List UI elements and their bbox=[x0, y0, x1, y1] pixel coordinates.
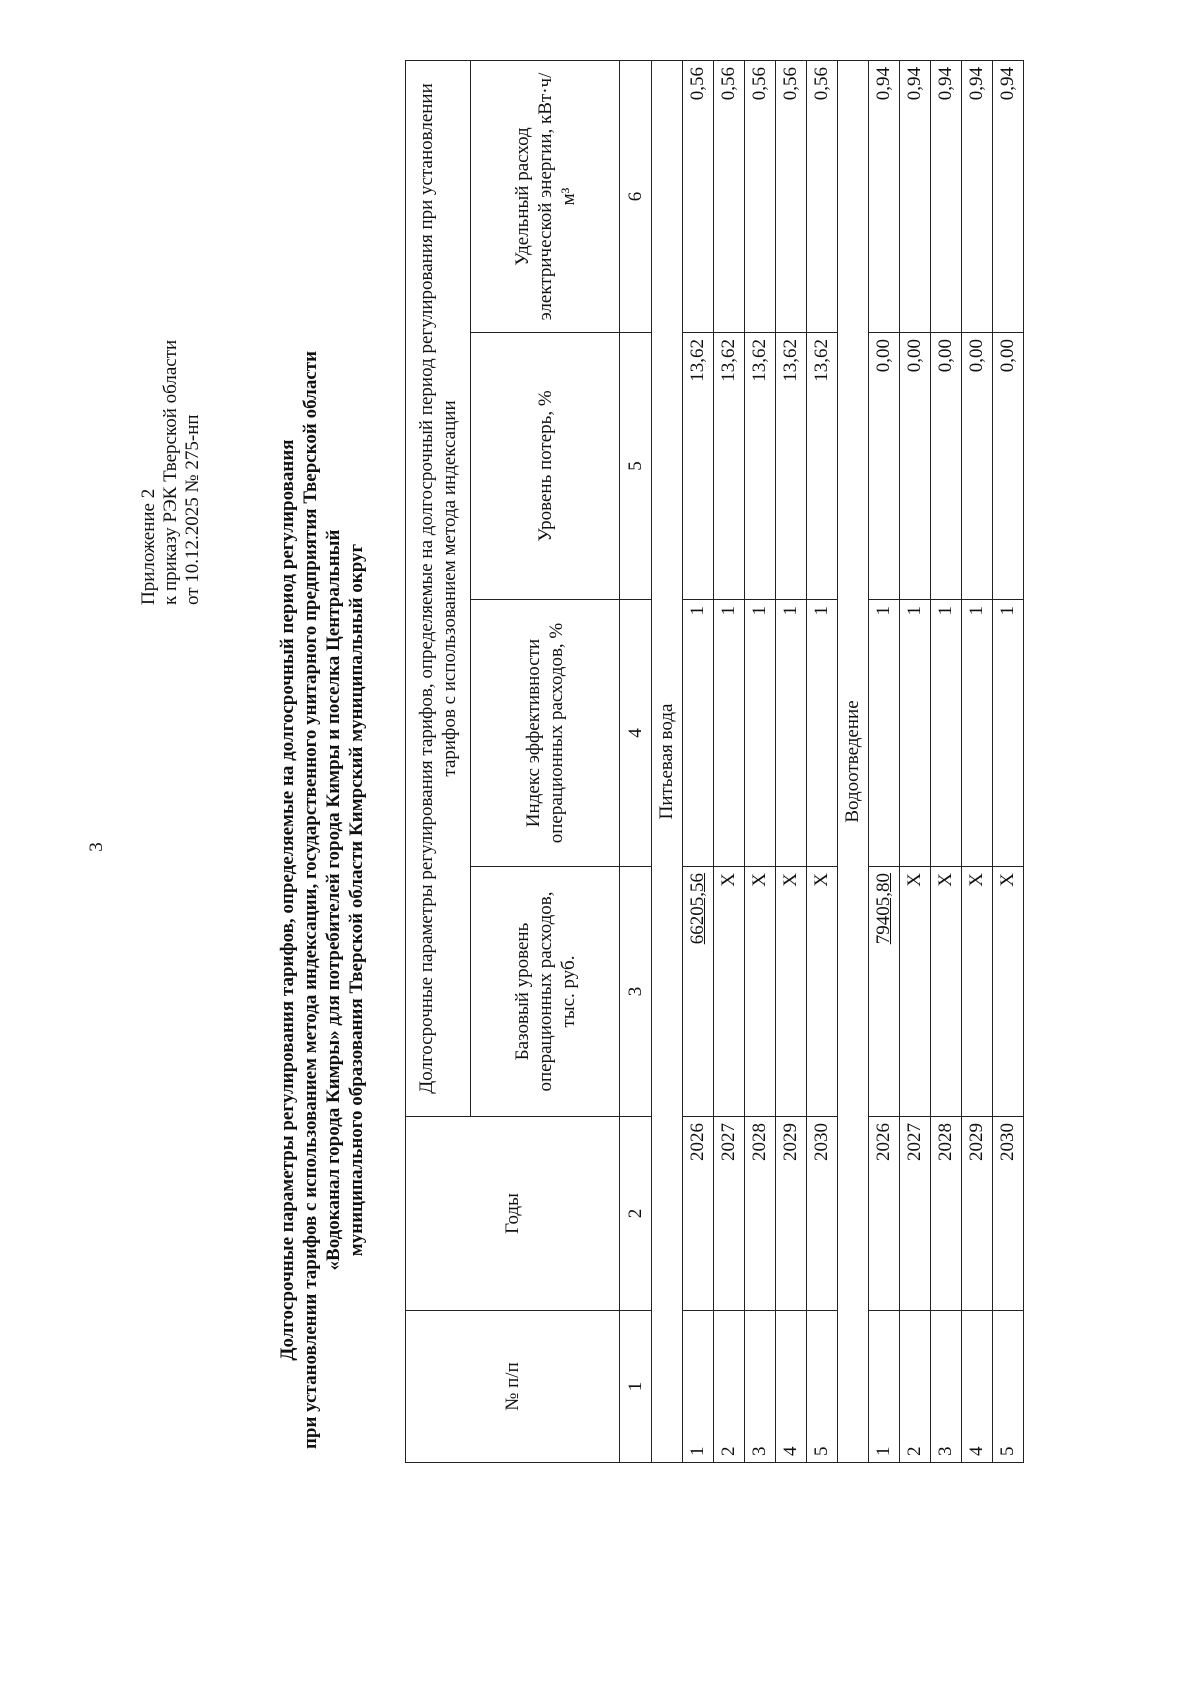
row-index: 1 bbox=[683, 600, 714, 867]
column-number: 5 bbox=[620, 333, 652, 600]
row-index: 1 bbox=[807, 600, 838, 867]
title-line-2: при установлении тарифов с использованием метода индексации, государственного унитарного предприятия Тверской области bbox=[300, 350, 321, 1450]
row-energy: 0,94 bbox=[993, 60, 1024, 332]
row-base: Х bbox=[776, 867, 807, 1117]
section-row-wastewater bbox=[838, 60, 869, 1462]
header-losses: Уровень потерь, % bbox=[471, 333, 620, 600]
row-year: 2030 bbox=[807, 1117, 838, 1311]
row-number: 1 bbox=[869, 1311, 900, 1463]
row-number: 4 bbox=[776, 1311, 807, 1463]
row-index: 1 bbox=[993, 600, 1024, 867]
row-base: Х bbox=[993, 867, 1024, 1117]
row-energy: 0,56 bbox=[683, 60, 714, 332]
document-title bbox=[276, 255, 368, 1545]
appendix-line-2: к приказу РЭК Тверской области bbox=[160, 339, 181, 605]
header-num: № п/п bbox=[406, 1311, 620, 1463]
table-row bbox=[683, 60, 714, 1462]
row-energy: 0,56 bbox=[714, 60, 745, 332]
appendix-line-3: от 10.12.2025 № 275-нп bbox=[182, 414, 203, 605]
table-row bbox=[900, 60, 931, 1462]
row-index: 1 bbox=[869, 600, 900, 867]
table-row bbox=[962, 60, 993, 1462]
row-year: 2029 bbox=[962, 1117, 993, 1311]
row-base: Х bbox=[962, 867, 993, 1117]
row-energy: 0,94 bbox=[869, 60, 900, 332]
row-number: 2 bbox=[900, 1311, 931, 1463]
section-title: Водоотведение bbox=[838, 60, 869, 1462]
row-number: 5 bbox=[807, 1311, 838, 1463]
column-number: 1 bbox=[620, 1311, 652, 1463]
table-row bbox=[869, 60, 900, 1462]
row-year: 2026 bbox=[683, 1117, 714, 1311]
appendix-reference bbox=[138, 185, 204, 605]
row-energy: 0,56 bbox=[776, 60, 807, 332]
row-year: 2030 bbox=[993, 1117, 1024, 1311]
row-losses: 13,62 bbox=[745, 333, 776, 600]
row-losses: 0,00 bbox=[869, 333, 900, 600]
column-number: 3 bbox=[620, 867, 652, 1117]
row-index: 1 bbox=[745, 600, 776, 867]
row-index: 1 bbox=[714, 600, 745, 867]
column-number-row bbox=[620, 60, 652, 1462]
row-losses: 0,00 bbox=[900, 333, 931, 600]
table-row bbox=[745, 60, 776, 1462]
row-losses: 13,62 bbox=[807, 333, 838, 600]
section-row-drinking-water bbox=[652, 60, 683, 1462]
header-index: Индекс эффективности операционных расходов, % bbox=[471, 600, 620, 867]
row-year: 2028 bbox=[745, 1117, 776, 1311]
row-base: Х bbox=[807, 867, 838, 1117]
header-base: Базовый уровень операционных расходов, тыс. руб. bbox=[471, 867, 620, 1117]
row-index: 1 bbox=[900, 600, 931, 867]
row-number: 5 bbox=[993, 1311, 1024, 1463]
column-number: 6 bbox=[620, 60, 652, 332]
table-row bbox=[993, 60, 1024, 1462]
row-losses: 13,62 bbox=[776, 333, 807, 600]
row-number: 3 bbox=[931, 1311, 962, 1463]
row-year: 2029 bbox=[776, 1117, 807, 1311]
header-energy: Удельный расход электрической энергии, кВт·ч/м³ bbox=[471, 60, 620, 332]
section-title: Питьевая вода bbox=[652, 60, 683, 1462]
appendix-line-1: Приложение 2 bbox=[138, 488, 159, 605]
title-line-3: «Водоканал города Кимры» для потребителей города Кимры и поселка Центральный bbox=[323, 529, 344, 1271]
row-year: 2028 bbox=[931, 1117, 962, 1311]
header-group: Долгосрочные параметры регулирования тарифов, определяемые на долгосрочный период регулирования при установлении тарифов с использованием метода индексации bbox=[406, 60, 471, 1116]
row-base: Х bbox=[931, 867, 962, 1117]
row-year: 2026 bbox=[869, 1117, 900, 1311]
row-losses: 13,62 bbox=[714, 333, 745, 600]
row-number: 1 bbox=[683, 1311, 714, 1463]
row-base: Х bbox=[745, 867, 776, 1117]
row-index: 1 bbox=[962, 600, 993, 867]
title-line-4: муниципального образования Тверской области Кимрский муниципальный округ bbox=[346, 543, 367, 1257]
table-row bbox=[931, 60, 962, 1462]
page-number: 3 bbox=[86, 842, 107, 852]
row-number: 4 bbox=[962, 1311, 993, 1463]
title-line-1: Долгосрочные параметры регулирования тарифов, определяемые на долгосрочный период регулирования bbox=[277, 439, 298, 1361]
row-year: 2027 bbox=[714, 1117, 745, 1311]
row-index: 1 bbox=[931, 600, 962, 867]
table-row bbox=[714, 60, 745, 1462]
row-energy: 0,56 bbox=[745, 60, 776, 332]
row-number: 3 bbox=[745, 1311, 776, 1463]
table-row bbox=[807, 60, 838, 1462]
row-base: Х bbox=[900, 867, 931, 1117]
row-losses: 0,00 bbox=[993, 333, 1024, 600]
parameters-table bbox=[405, 60, 1024, 1463]
row-energy: 0,94 bbox=[962, 60, 993, 332]
row-number: 2 bbox=[714, 1311, 745, 1463]
row-energy: 0,94 bbox=[931, 60, 962, 332]
row-base: 79405,80 bbox=[869, 867, 900, 1117]
table-row bbox=[776, 60, 807, 1462]
row-base: 66205,56 bbox=[683, 867, 714, 1117]
row-index: 1 bbox=[776, 600, 807, 867]
header-row-1 bbox=[406, 60, 471, 1462]
row-year: 2027 bbox=[900, 1117, 931, 1311]
row-energy: 0,56 bbox=[807, 60, 838, 332]
row-losses: 13,62 bbox=[683, 333, 714, 600]
column-number: 4 bbox=[620, 600, 652, 867]
row-energy: 0,94 bbox=[900, 60, 931, 332]
row-base: Х bbox=[714, 867, 745, 1117]
row-losses: 0,00 bbox=[962, 333, 993, 600]
row-losses: 0,00 bbox=[931, 333, 962, 600]
header-years: Годы bbox=[406, 1117, 620, 1311]
column-number: 2 bbox=[620, 1117, 652, 1311]
